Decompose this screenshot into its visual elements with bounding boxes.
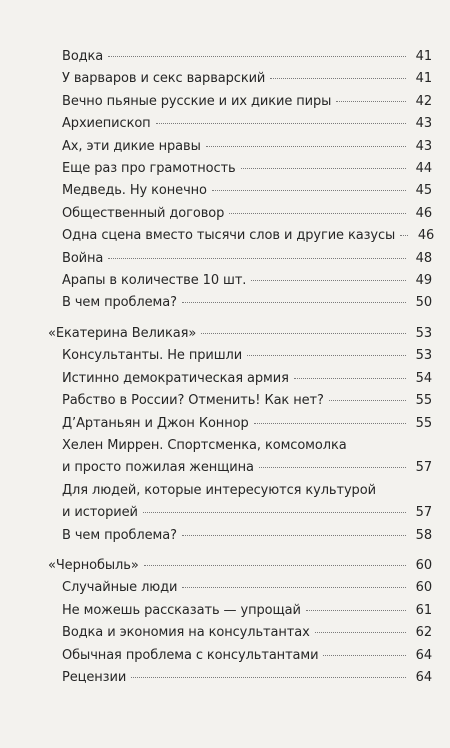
dot-leader — [294, 378, 406, 379]
toc-entry[interactable] — [62, 46, 432, 68]
toc-page-number: 57 — [415, 460, 432, 476]
toc-entry[interactable] — [62, 158, 432, 180]
dot-leader — [108, 56, 406, 57]
toc-entry[interactable] — [62, 667, 432, 689]
dot-leader — [131, 677, 406, 678]
dot-leader — [336, 101, 406, 102]
dot-leader — [254, 423, 406, 424]
toc-entry-title: «Екатерина Великая» — [48, 325, 197, 341]
toc-entry[interactable] — [62, 180, 432, 202]
section-gap — [0, 547, 450, 555]
section-gap — [0, 315, 450, 323]
toc-entry[interactable] — [62, 413, 432, 435]
toc-entry-row — [62, 622, 432, 644]
dot-leader — [143, 512, 406, 513]
dot-leader — [241, 168, 406, 169]
toc-entry-title: Вечно пьяные русские и их дикие пиры — [62, 93, 332, 109]
toc-page-number: 55 — [415, 415, 432, 431]
toc-entry[interactable] — [62, 600, 432, 622]
toc-entry-row — [48, 555, 432, 577]
toc-entry-row — [62, 345, 432, 367]
dot-leader — [201, 333, 406, 334]
toc-page-number: 55 — [415, 393, 432, 409]
toc-page-number: 64 — [415, 647, 432, 663]
toc-entry-row — [62, 600, 432, 622]
dot-leader — [247, 355, 406, 356]
toc-entry-title: и историей — [62, 505, 138, 521]
toc-entry[interactable] — [62, 225, 435, 247]
toc-entry-title: Еще раз про грамотность — [62, 161, 236, 177]
toc-entry-row — [62, 368, 432, 390]
toc-entry-title: Рабство в России? Отменить! Как нет? — [62, 393, 324, 409]
toc-entry[interactable] — [62, 68, 432, 90]
toc-page-number: 60 — [415, 580, 432, 596]
dot-leader — [259, 467, 406, 468]
toc-entry[interactable] — [62, 113, 432, 135]
toc-entry-title: и просто пожилая женщина — [62, 460, 254, 476]
toc-entry-title: Истинно демократическая армия — [62, 370, 289, 386]
dot-leader — [251, 280, 406, 281]
toc-entry-row — [62, 180, 432, 202]
toc-entry-row — [62, 667, 432, 689]
toc-page-number: 45 — [415, 183, 432, 199]
toc-page-number: 46 — [415, 205, 432, 221]
toc-entry-title: Обычная проблема с консультантами — [62, 647, 319, 663]
toc-entry-row — [62, 457, 432, 479]
dot-leader — [229, 213, 406, 214]
toc-entry-title: Водка и экономия на консультантах — [62, 625, 310, 641]
toc-entry[interactable] — [62, 270, 432, 292]
toc-entry-row — [62, 270, 432, 292]
toc-entry[interactable] — [62, 292, 432, 314]
toc-entry-title-line: Для людей, которые интересуются культурой — [62, 482, 376, 498]
toc-entry-row — [62, 502, 432, 524]
toc-page-number: 50 — [415, 295, 432, 311]
toc-entry[interactable] — [62, 622, 432, 644]
dot-leader — [182, 535, 406, 536]
toc-section[interactable] — [48, 323, 432, 345]
toc-page-number: 60 — [415, 557, 432, 573]
toc-entry-row — [48, 323, 432, 345]
toc-entry-row — [62, 113, 432, 135]
toc-entry[interactable] — [62, 345, 432, 367]
dot-leader — [212, 190, 406, 191]
toc-section[interactable] — [48, 555, 432, 577]
toc-entry-title: Рецензии — [62, 669, 127, 685]
toc-page-number: 49 — [415, 273, 432, 289]
toc-entry-title: В чем проблема? — [62, 527, 177, 543]
dot-leader — [206, 146, 406, 147]
toc-entry-title: Война — [62, 250, 104, 266]
toc-entry-title: Архиепископ — [62, 116, 151, 132]
toc-entry-row — [62, 158, 432, 180]
toc-page-number: 44 — [415, 161, 432, 177]
toc-page-number: 57 — [415, 505, 432, 521]
toc-entry-row — [62, 46, 432, 68]
toc-entry-row — [62, 525, 432, 547]
toc-entry[interactable] — [62, 525, 432, 547]
dot-leader — [270, 78, 406, 79]
dot-leader — [144, 565, 406, 566]
toc-page-number: 41 — [415, 49, 432, 64]
toc-page-number: 61 — [415, 602, 432, 618]
toc-entry-title: В чем проблема? — [62, 295, 177, 311]
toc-entry[interactable] — [62, 577, 432, 599]
toc-page-number: 46 — [417, 228, 435, 244]
dot-leader — [400, 235, 408, 236]
toc-entry-row — [62, 203, 432, 225]
toc-page-number: 54 — [415, 370, 432, 386]
dot-leader — [182, 587, 406, 588]
toc-entry-title: Случайные люди — [62, 580, 178, 596]
dot-leader — [329, 400, 406, 401]
toc-entry-title: У варваров и секс варварский — [62, 71, 266, 87]
toc-page-number: 62 — [415, 625, 432, 641]
toc-entry-row — [62, 390, 432, 412]
toc-entry-row — [62, 91, 432, 113]
toc-entry-row — [62, 68, 432, 90]
toc-entry-title: Ах, эти дикие нравы — [62, 138, 201, 154]
toc-entry-title-line: Хелен Миррен. Спортсменка, комсомолка — [62, 437, 347, 453]
toc-page-number: 43 — [415, 116, 432, 132]
dot-leader — [306, 610, 406, 611]
toc-entry-title: Не можешь рассказать — упрощай — [62, 602, 301, 618]
toc-page-number: 64 — [415, 669, 432, 685]
toc-entry-row — [62, 248, 432, 270]
toc-entry-row — [62, 225, 435, 247]
toc-entry-row — [62, 645, 432, 667]
toc-entry[interactable] — [62, 480, 432, 525]
toc-entry-row — [62, 413, 432, 435]
toc-entry-row — [62, 577, 432, 599]
toc-entry[interactable] — [62, 435, 432, 480]
dot-leader — [315, 632, 406, 633]
toc-entry-title: Д’Артаньян и Джон Коннор — [62, 415, 249, 431]
toc-entry-title: Одна сцена вместо тысячи слов и другие казусы — [62, 228, 396, 244]
toc-entry-row — [62, 292, 432, 314]
toc-entry-row — [62, 136, 432, 158]
toc-entry[interactable] — [62, 91, 432, 113]
dot-leader — [108, 258, 406, 259]
toc-page-number: 53 — [415, 325, 432, 341]
toc-page-number: 41 — [415, 71, 432, 87]
toc-page-number: 58 — [415, 527, 432, 543]
toc-entry[interactable] — [62, 390, 432, 412]
dot-leader — [182, 302, 406, 303]
toc-page-number: 53 — [415, 348, 432, 364]
dot-leader — [156, 123, 406, 124]
toc-entry-title: Общественный договор — [62, 205, 225, 221]
toc-page-number: 48 — [415, 250, 432, 266]
dot-leader — [323, 655, 406, 656]
toc-entry-title: Медведь. Ну конечно — [62, 183, 207, 199]
toc-entry-title: Арапы в количестве 10 шт. — [62, 273, 247, 289]
toc-entry[interactable] — [62, 203, 432, 225]
table-of-contents — [0, 46, 450, 689]
toc-entry-title: Консультанты. Не пришли — [62, 348, 243, 364]
toc-entry[interactable] — [62, 645, 432, 667]
toc-entry[interactable] — [62, 368, 432, 390]
toc-entry-title: Водка — [62, 49, 104, 64]
toc-entry-title: «Чернобыль» — [48, 557, 139, 573]
toc-entry[interactable] — [62, 136, 432, 158]
toc-page-number: 43 — [415, 138, 432, 154]
toc-page-number: 42 — [415, 93, 432, 109]
toc-entry[interactable] — [62, 248, 432, 270]
